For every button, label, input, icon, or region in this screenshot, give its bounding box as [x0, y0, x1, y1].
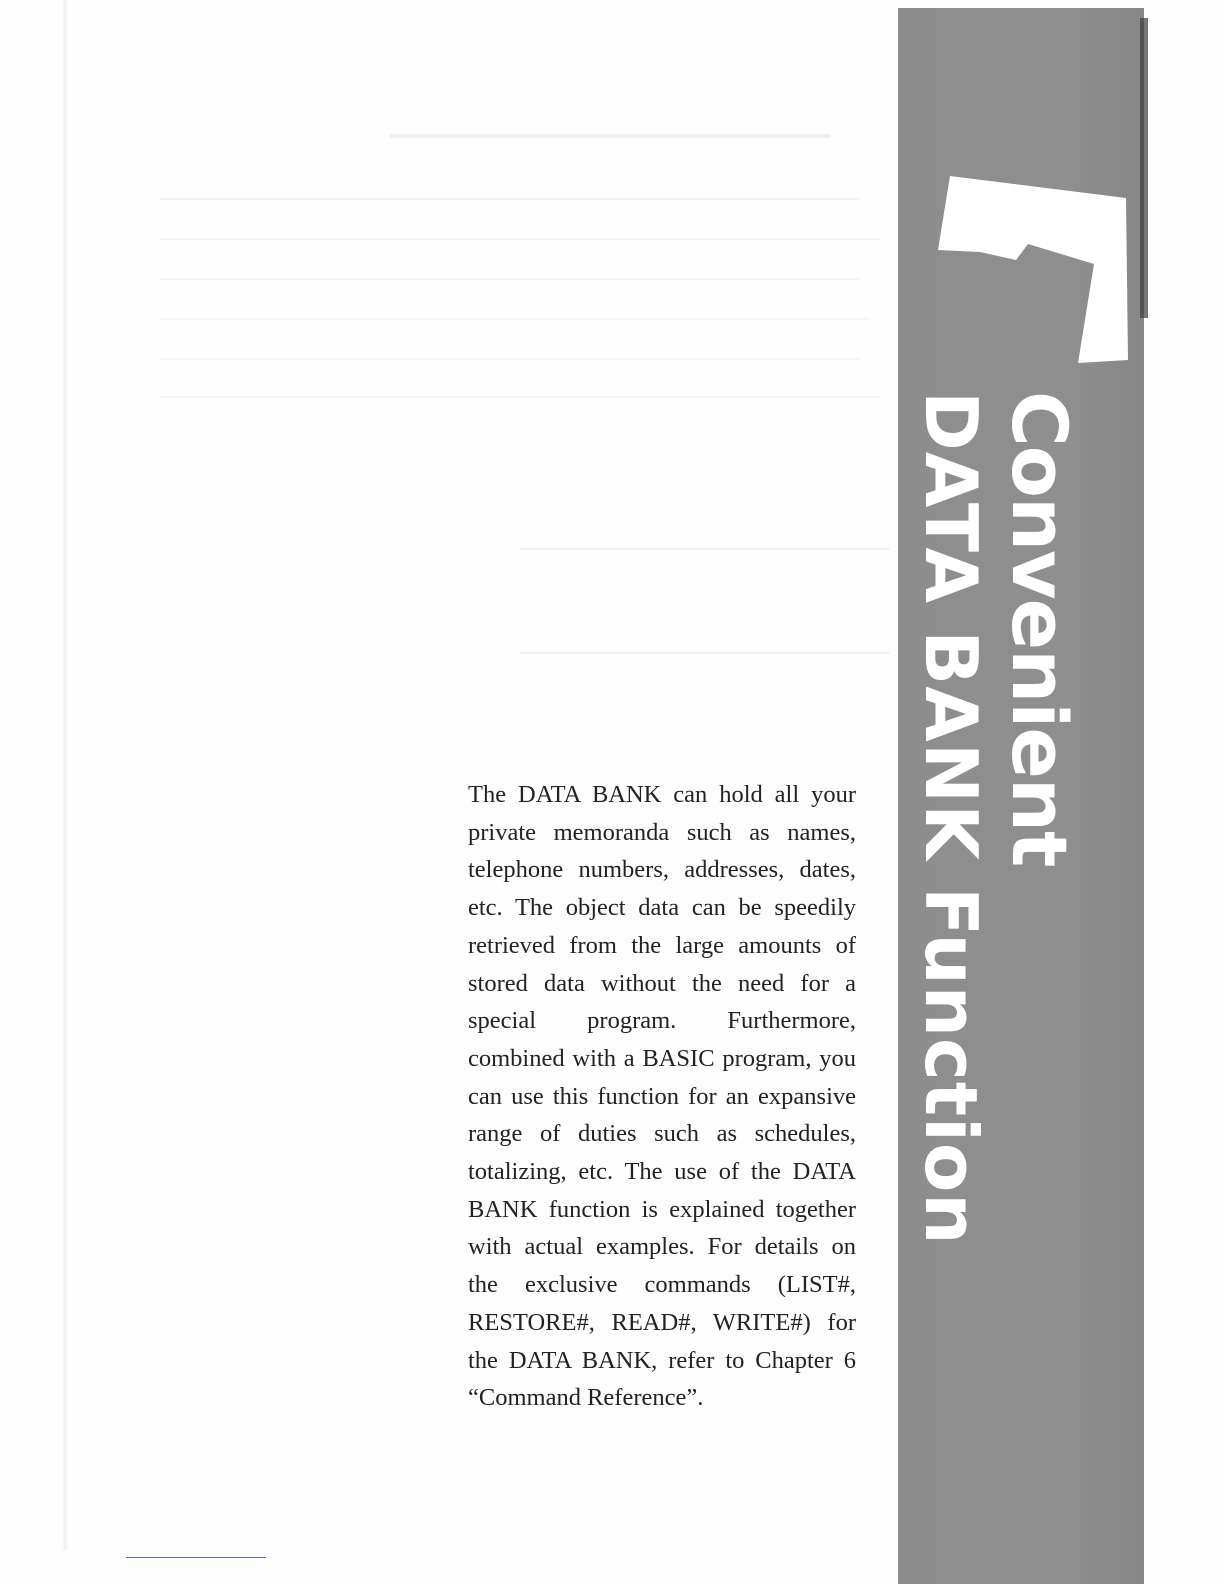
chapter-intro-paragraph: The DATA BANK can hold all your private memoranda such as names, telephone numbers, addresses, dates, etc. The object data can be speedily retrieved from the large amounts of stored data without the need for a special program. Furthermore, combined with a BASIC program, you can use this function for an expansive range of duties such as schedules, totalizing, etc. The use of the DATA BANK function is explained together with actual examples. For details on the exclusive commands (LIST#, RESTORE#, READ#, WRITE#) for the DATA BANK, refer to Chapter 6 “Command Reference”.: [468, 781, 856, 1412]
chapter-number-graphic: [898, 8, 1144, 388]
page-edge-shadow: [62, 0, 68, 1550]
chapter-title-line-1: Convenient: [995, 391, 1084, 867]
chapter-number-seven-shape: [938, 176, 1128, 363]
chapter-title-line-2: DATA BANK Function: [909, 391, 993, 1246]
banner-edge-shadow: [1140, 18, 1148, 318]
footer-rule: [126, 1557, 266, 1558]
